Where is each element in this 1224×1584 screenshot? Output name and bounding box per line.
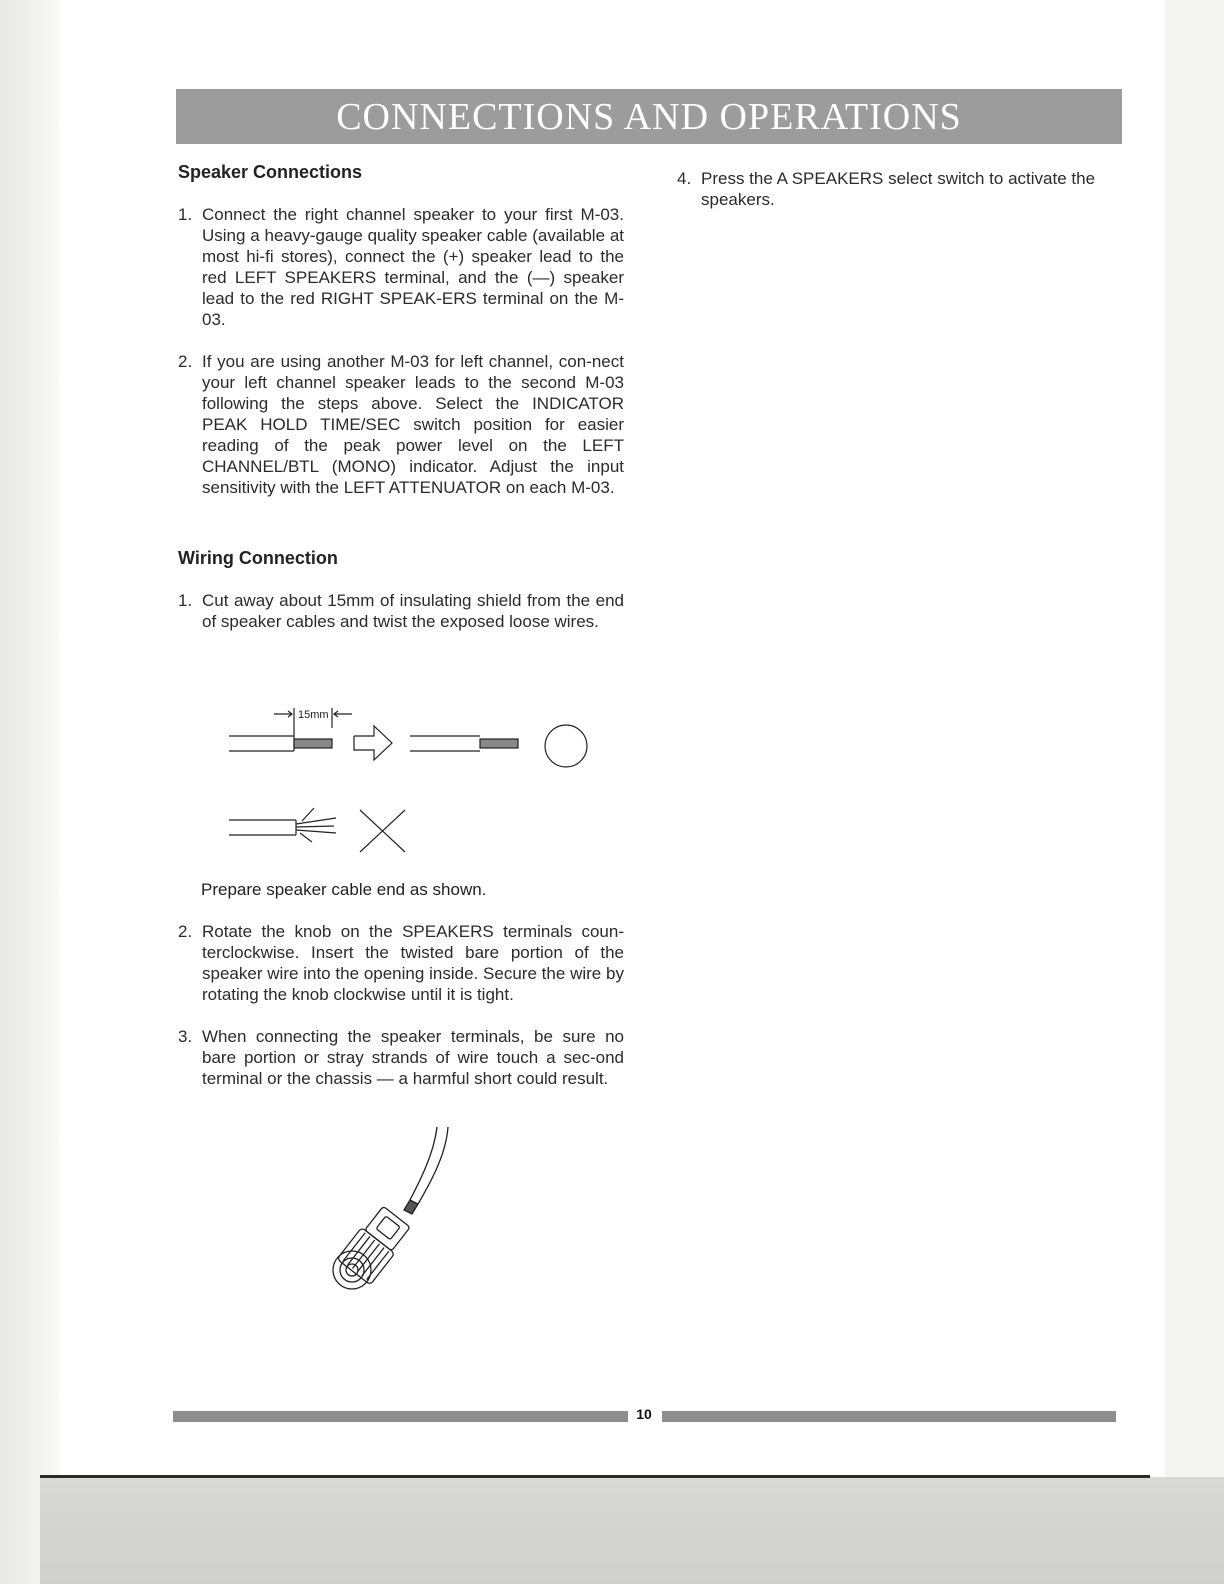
- speaker-terminal-figure: [322, 1122, 462, 1297]
- footer-bar-left: [173, 1411, 628, 1422]
- wiring-connection-heading: Wiring Connection: [178, 548, 338, 568]
- speaker-connections-heading: Speaker Connections: [178, 162, 363, 182]
- page-spine-shadow: [0, 0, 64, 1584]
- scan-bottom-shadow: [40, 1477, 1224, 1584]
- item-number: 1.: [178, 591, 193, 610]
- wiring-connection-list-top: [178, 590, 624, 632]
- list-item: [178, 1026, 624, 1089]
- list-item: [178, 204, 624, 330]
- item-text: If you are using another M-03 for left channel, con-nect your left channel speaker leads to the second M-03 following the steps above. Select the INDICATOR PEAK HOLD TIME/SEC switch position for easier reading of the peak power level on the LEFT CHANNEL/BTL (MONO) indicator. Adjust the input sensitivity with the LEFT ATTENUATOR on each M-03.: [202, 352, 624, 497]
- list-item: [178, 351, 624, 498]
- item-number: 2.: [178, 922, 193, 941]
- item-number: 2.: [178, 352, 193, 371]
- list-item: [178, 590, 624, 632]
- item-number: 1.: [178, 205, 193, 224]
- cable-preparation-figure: [224, 700, 604, 865]
- item-number: 4.: [677, 169, 692, 188]
- list-item: [178, 921, 624, 1005]
- item-text: Press the A SPEAKERS select switch to activate the speakers.: [701, 169, 1096, 209]
- speaker-connections-list: [178, 204, 624, 498]
- footer-bar-right: [662, 1411, 1116, 1422]
- right-column: [677, 168, 1127, 210]
- item-text: Connect the right channel speaker to your first M-03. Using a heavy-gauge quality speaker cable (available at most hi-fi stores), connect the (+) speaker lead to the red LEFT SPEAKERS terminal, and the (—) speaker lead to the red RIGHT SPEAK-ERS terminal on the M-03.: [202, 205, 624, 329]
- right-column-list: [677, 168, 1127, 210]
- left-column: [178, 162, 624, 632]
- figure-caption: Prepare speaker cable end as shown.: [201, 880, 487, 899]
- dimension-label: 15mm: [298, 709, 329, 721]
- page-bottom-edge: [40, 1475, 1150, 1478]
- section-banner: [176, 89, 1122, 144]
- item-text: Cut away about 15mm of insulating shield from the end of speaker cables and twist the exposed loose wires.: [202, 591, 624, 631]
- item-text: When connecting the speaker terminals, be sure no bare portion or stray strands of wire touch a sec-ond terminal or the chassis — a harmful short could result.: [202, 1027, 624, 1088]
- list-item: [677, 168, 1127, 210]
- page-number: 10: [636, 1406, 652, 1422]
- item-number: 3.: [178, 1027, 193, 1046]
- wiring-connection-list-bottom: [178, 921, 624, 1089]
- page-title: CONNECTIONS AND OPERATIONS: [336, 95, 962, 138]
- left-column-lower: [178, 921, 624, 1089]
- item-text: Rotate the knob on the SPEAKERS terminals coun-terclockwise. Insert the twisted bare portion of the speaker wire into the opening inside. Secure the wire by rotating the knob clockwise until it is tight.: [202, 922, 624, 1004]
